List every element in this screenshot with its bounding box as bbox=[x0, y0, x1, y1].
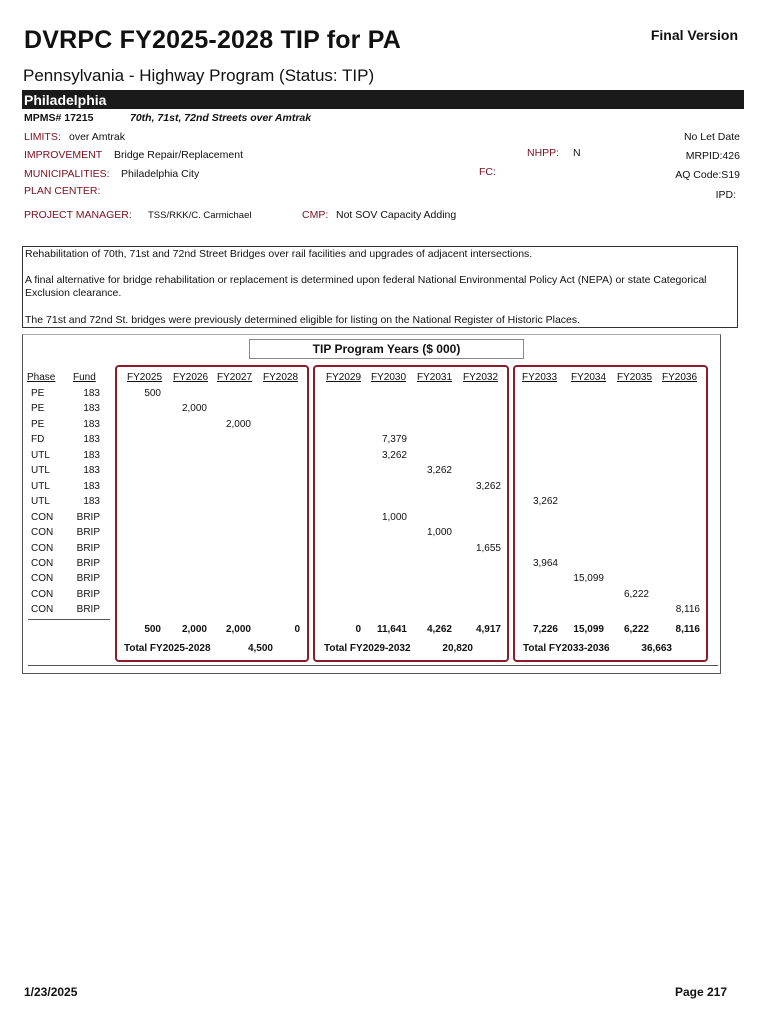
year-column-header: FY2035 bbox=[617, 372, 653, 383]
row-fund: BRIP bbox=[76, 573, 100, 584]
row-phase: CON bbox=[31, 589, 54, 600]
project-manager-label: PROJECT MANAGER: bbox=[24, 209, 132, 221]
row-amount: 1,655 bbox=[475, 543, 501, 554]
row-fund: 183 bbox=[83, 450, 100, 461]
row-phase: PE bbox=[31, 388, 45, 399]
year-total: 15,099 bbox=[573, 624, 604, 635]
municipalities-value: Philadelphia City bbox=[121, 168, 200, 180]
cmp-label: CMP: bbox=[302, 209, 329, 221]
year-total: 0 bbox=[294, 624, 300, 635]
period-group-2033-2036 bbox=[513, 365, 708, 662]
period-group-2025-2028 bbox=[115, 365, 309, 662]
row-amount: 1,000 bbox=[381, 512, 407, 523]
row-amount: 7,379 bbox=[381, 434, 407, 445]
row-fund: 183 bbox=[83, 481, 100, 492]
row-phase: CON bbox=[31, 527, 54, 538]
row-phase: UTL bbox=[31, 496, 50, 507]
year-column-header: FY2034 bbox=[571, 372, 607, 383]
period-total-label: Total FY2025-2028 bbox=[124, 643, 211, 654]
period-total-value: 4,500 bbox=[247, 643, 273, 654]
year-total: 7,226 bbox=[532, 624, 558, 635]
fc-label: FC: bbox=[479, 166, 496, 178]
year-column-header: FY2025 bbox=[127, 372, 163, 383]
period-group-2029-2032 bbox=[313, 365, 509, 662]
year-column-header: FY2033 bbox=[522, 372, 558, 383]
row-fund: BRIP bbox=[76, 527, 100, 538]
row-amount: 2,000 bbox=[181, 403, 207, 414]
row-phase: CON bbox=[31, 604, 54, 615]
mrpid: MRPID:426 bbox=[685, 150, 740, 162]
year-column-header: FY2031 bbox=[417, 372, 453, 383]
row-fund: BRIP bbox=[76, 512, 100, 523]
row-phase: UTL bbox=[31, 465, 50, 476]
row-fund: 183 bbox=[83, 403, 100, 414]
document-title: DVRPC FY2025-2028 TIP for PA bbox=[24, 26, 402, 54]
limits-value: over Amtrak bbox=[69, 131, 126, 143]
row-phase: PE bbox=[31, 403, 45, 414]
year-total: 8,116 bbox=[675, 624, 700, 635]
row-phase: PE bbox=[31, 419, 45, 430]
year-total: 0 bbox=[355, 624, 361, 635]
improvement-label: IMPROVEMENT bbox=[24, 149, 103, 161]
description-paragraph: Rehabilitation of 70th, 71st and 72nd Street Bridges over rail facilities and upgrades of adjacent intersections. bbox=[25, 248, 533, 260]
plan-center-label: PLAN CENTER: bbox=[24, 185, 101, 197]
project-manager-value: TSS/RKK/C. Carmichael bbox=[148, 210, 252, 221]
year-column-header: FY2027 bbox=[217, 372, 253, 383]
row-amount: 3,262 bbox=[426, 465, 452, 476]
program-subtitle: Pennsylvania - Highway Program (Status: TIP) bbox=[23, 66, 375, 85]
year-column-header: FY2028 bbox=[263, 372, 299, 383]
period-total-value: 20,820 bbox=[442, 643, 473, 654]
year-total: 4,262 bbox=[426, 624, 452, 635]
rows-divider bbox=[28, 619, 110, 620]
table-bottom-rule bbox=[28, 665, 718, 666]
cmp-value: Not SOV Capacity Adding bbox=[336, 209, 457, 221]
row-amount: 8,116 bbox=[675, 604, 700, 615]
row-fund: 183 bbox=[83, 434, 100, 445]
limits-label: LIMITS: bbox=[24, 131, 61, 143]
row-amount: 3,262 bbox=[475, 481, 501, 492]
year-total: 11,641 bbox=[376, 624, 407, 635]
row-fund: BRIP bbox=[76, 558, 100, 569]
row-fund: 183 bbox=[83, 496, 100, 507]
row-amount: 2,000 bbox=[225, 419, 251, 430]
row-amount: 500 bbox=[144, 388, 161, 399]
year-column-header: FY2032 bbox=[463, 372, 499, 383]
year-total: 500 bbox=[144, 624, 161, 635]
row-fund: 183 bbox=[83, 465, 100, 476]
phase-column-header: Phase bbox=[27, 372, 56, 383]
year-column-header: FY2026 bbox=[173, 372, 209, 383]
row-fund: BRIP bbox=[76, 589, 100, 600]
row-phase: FD bbox=[31, 434, 45, 445]
footer-date: 1/23/2025 bbox=[24, 985, 78, 999]
nhpp-value: N bbox=[573, 147, 581, 159]
row-phase: UTL bbox=[31, 481, 50, 492]
row-phase: UTL bbox=[31, 450, 50, 461]
ipd: IPD: bbox=[715, 189, 736, 201]
row-amount: 15,099 bbox=[573, 573, 604, 584]
version-label: Final Version bbox=[650, 27, 738, 43]
period-total-label: Total FY2029-2032 bbox=[324, 643, 411, 654]
row-fund: BRIP bbox=[76, 604, 100, 615]
description-paragraph: A final alternative for bridge rehabilitation or replacement is determined upon federal National Environmental Policy Act (NEPA) or state Categorical Exclusion clearance. bbox=[25, 274, 707, 299]
improvement-value: Bridge Repair/Replacement bbox=[114, 149, 243, 161]
row-phase: CON bbox=[31, 558, 54, 569]
year-column-header: FY2036 bbox=[662, 372, 698, 383]
project-description-box bbox=[22, 246, 738, 328]
nhpp-label: NHPP: bbox=[527, 147, 560, 159]
row-fund: 183 bbox=[83, 388, 100, 399]
year-column-header: FY2029 bbox=[326, 372, 362, 383]
row-fund: BRIP bbox=[76, 543, 100, 554]
tip-program-years-title: TIP Program Years ($ 000) bbox=[249, 339, 524, 359]
row-amount: 6,222 bbox=[623, 589, 649, 600]
fund-column-header: Fund bbox=[73, 372, 96, 383]
year-total: 2,000 bbox=[181, 624, 207, 635]
let-date: No Let Date bbox=[683, 131, 740, 143]
year-total: 4,917 bbox=[475, 624, 501, 635]
county-banner: Philadelphia bbox=[22, 90, 744, 109]
period-total-label: Total FY2033-2036 bbox=[523, 643, 610, 654]
year-column-header: FY2030 bbox=[371, 372, 407, 383]
row-phase: CON bbox=[31, 543, 54, 554]
period-total-value: 36,663 bbox=[641, 643, 672, 654]
row-amount: 3,262 bbox=[532, 496, 558, 507]
row-amount: 3,964 bbox=[532, 558, 558, 569]
row-fund: 183 bbox=[83, 419, 100, 430]
row-phase: CON bbox=[31, 573, 54, 584]
row-amount: 1,000 bbox=[426, 527, 452, 538]
mpms-number: MPMS# 17215 bbox=[24, 112, 94, 124]
row-amount: 3,262 bbox=[381, 450, 407, 461]
project-name: 70th, 71st, 72nd Streets over Amtrak bbox=[130, 112, 312, 124]
description-paragraph: The 71st and 72nd St. bridges were previously determined eligible for listing on the National Register of Historic Places. bbox=[25, 314, 581, 326]
year-total: 6,222 bbox=[623, 624, 649, 635]
year-total: 2,000 bbox=[225, 624, 251, 635]
municipalities-label: MUNICIPALITIES: bbox=[24, 168, 110, 180]
row-phase: CON bbox=[31, 512, 54, 523]
footer-page-number: Page 217 bbox=[674, 985, 727, 999]
aq-code: AQ Code:S19 bbox=[675, 169, 740, 181]
